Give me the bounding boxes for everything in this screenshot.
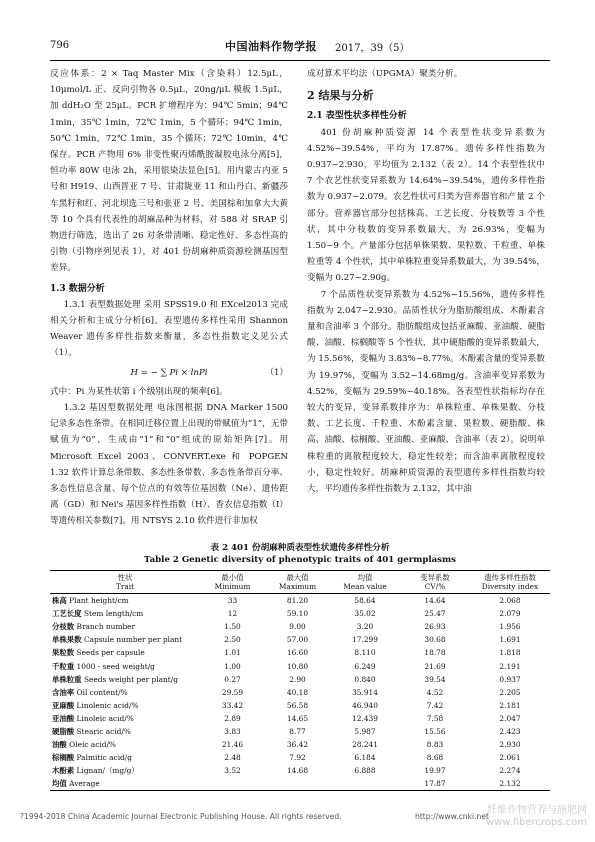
- trait-cell: [50, 699, 200, 712]
- watermark-line-1: 纤维作物营养与施肥网: [487, 805, 587, 816]
- value-cell-max: 10.80: [286, 661, 309, 671]
- header-cv-en: CV/%: [400, 582, 470, 594]
- value-cell-mean: 5.987: [354, 726, 376, 736]
- trait-cell: [50, 751, 200, 764]
- upgma-paragraph: 成对算术平均法（UPGMA）聚类分析。: [307, 69, 463, 79]
- table-row: [50, 777, 550, 791]
- trait-cell: [50, 594, 200, 608]
- watermark-line-2: www.fibercrops.com: [485, 817, 587, 828]
- value-cell-div: 2.930: [499, 740, 521, 750]
- table-row: [50, 594, 550, 608]
- trait-name-cn: 木酚素: [52, 766, 75, 776]
- value-cell-mean: 6.184: [354, 753, 376, 763]
- header-trait-en: Trait: [50, 582, 200, 594]
- value-cell-mean: 17.299: [352, 635, 378, 645]
- header-mean-en: Mean value: [330, 582, 400, 594]
- table-caption: [50, 542, 550, 566]
- table-row: [50, 751, 550, 764]
- value-cell-max: [265, 777, 330, 791]
- value-cell-div: 2.181: [499, 700, 521, 710]
- value-cell-mean: 35.914: [352, 687, 378, 697]
- value-cell-mean: 6.249: [354, 661, 376, 671]
- trait-cell: [50, 725, 200, 738]
- value-cell-div: 0.937: [499, 674, 521, 684]
- value-cell-max: 14.68: [286, 766, 309, 776]
- formula-number: （1）: [265, 367, 288, 378]
- trait-name-cn: 油酸: [52, 740, 67, 750]
- trait-name-cn: 亚麻酸: [52, 700, 75, 710]
- trait-name-cn: 株高: [52, 596, 67, 606]
- header-max-cn: 最大值: [265, 571, 330, 583]
- value-cell-max: 40.18: [286, 687, 309, 697]
- table-row: [50, 633, 550, 646]
- header-mean-cn: 均值: [330, 571, 400, 583]
- trait-name-cn: 含油率: [52, 687, 75, 697]
- site-watermark: [486, 805, 587, 829]
- value-cell-max: 56.58: [286, 700, 309, 710]
- header-trait-cn: 性状: [50, 571, 200, 583]
- table-row: [50, 764, 550, 777]
- value-cell-div: 2.423: [499, 726, 521, 736]
- trait-cell: [50, 633, 200, 646]
- trait-name-en: Oil content/%: [76, 687, 128, 697]
- table-row: [50, 646, 550, 659]
- value-cell-cv: 8.68: [426, 753, 444, 763]
- page-number: 796: [50, 40, 70, 51]
- value-cell-mean: 6.888: [354, 766, 376, 776]
- value-cell-cv: 17.87: [400, 777, 470, 791]
- genetic-diversity-table: [50, 570, 550, 791]
- value-cell-min: 1.00: [224, 661, 241, 671]
- value-cell-cv: 14.64: [424, 596, 446, 606]
- value-cell-min: 0.27: [224, 674, 241, 684]
- trait-name-en: Average: [69, 779, 100, 789]
- value-cell-cv: 39.54: [424, 674, 446, 684]
- shannon-formula: [50, 365, 288, 381]
- value-cell-max: 8.77: [289, 726, 306, 736]
- value-cell-max: 81.20: [286, 596, 309, 606]
- value-cell-mean: 46.940: [352, 700, 378, 710]
- trait-name-cn: 硬脂酸: [52, 726, 75, 736]
- table-row: [50, 620, 550, 633]
- table-row: [50, 673, 550, 686]
- agronomic-traits-paragraph: 401 份胡麻种质资源 14 个表型性状变异系数为 4.52%~39.54%，平均为 17.87%。遗传多样性指数为 0.937~2.930，平均值为 2.132（表 2）。14 个表型性状中 7 个农艺性状变异系数为 14.64%~39.54%，遗传多样性指数为 0.937~2.079。农艺性状可归类为营养器官和产量 2 个部分。营养器官部分包括株高、工艺长度、分枝数等 3 个性状，其中分枝数的变异系数最大，为 26.93%，变幅为 1.50~9 个。产量部分包括单株果数、果粒数、千粒重、单株粒重等 4 个性状，其中单株粒重变异系数最大，为 39.54%，变幅为 0.27~2.90g。: [307, 127, 545, 284]
- value-cell-max: 57.00: [286, 635, 309, 645]
- trait-name-en: Linoleic acid/%: [76, 713, 134, 723]
- value-cell-cv: 7.58: [426, 713, 444, 723]
- value-cell-cv: 19.97: [424, 766, 446, 776]
- value-cell-min: 1.01: [224, 648, 241, 658]
- trait-name-cn: 工艺长度: [52, 609, 82, 619]
- header-div-cn: 遗传多样性指数: [470, 571, 550, 583]
- value-cell-div: 1.691: [499, 635, 521, 645]
- value-cell-div: 2.068: [499, 596, 521, 606]
- value-cell-max: 7.92: [289, 753, 306, 763]
- value-cell-div: 2.274: [499, 766, 521, 776]
- value-cell-div: 1.818: [499, 648, 521, 658]
- value-cell-div: 2.132: [470, 777, 550, 791]
- trait-name-en: Capsule number per plant: [83, 635, 183, 645]
- value-cell-cv: 18.78: [424, 648, 446, 658]
- quality-traits-paragraph: 7 个品质性状变异系数为 4.52%~15.56%，遗传多样性指数为 2.047~2.930。品质性状分为脂肪酸组成、木酚素含量和含油率 3 个部分。脂肪酸组成包括亚麻酸、亚油酸、硬脂酸、油酸、棕榈酸等 5 个性状，其中硬脂酸的变异系数最大，为 15.56%，变幅为 3.83%~8.77%。木酚素含量的变异系数为 19.97%，变幅为 3.52~14.68mg/g。含油率变异系数为 4.52%，变幅为 29.59%~40.18%。各表型性状指标均存在较大的变异，变异系数排序为：单株粒重、单株果数、分枝数、工艺长度、千粒重、木酚素含量、果粒数、硬脂酸、株高、油酸、棕榈酸、亚油酸、亚麻酸、含油率（表 2）。说明单株粒重的离散程度较大，稳定性较差；而含油率离散程度较小，稳定性较好。胡麻种质资源的表型遗传多样性指数均较大，平均遗传多样性指数为 2.132，其中油: [307, 289, 545, 495]
- value-cell-cv: 26.93: [424, 622, 446, 632]
- trait-name-en: Plant height/cm: [69, 596, 129, 606]
- value-cell-cv: 15.56: [424, 726, 446, 736]
- trait-cell: [50, 686, 200, 699]
- header-min-en: Minimum: [200, 582, 265, 594]
- trait-name-cn: 果粒数: [52, 648, 75, 658]
- value-cell-min: 33.42: [221, 700, 244, 710]
- trait-cell: [50, 764, 200, 777]
- value-cell-cv: 4.52: [426, 687, 444, 697]
- value-cell-min: 2.48: [224, 753, 241, 763]
- copyright-notice: ?1994-2018 China Academic Journal Electronic Publishing House. All rights reserved.: [20, 812, 342, 821]
- journal-title: 中国油料作物学报: [225, 40, 317, 53]
- value-cell-div: 2.191: [499, 661, 521, 671]
- value-cell-min: 2.89: [224, 713, 241, 723]
- value-cell-max: 36.42: [286, 740, 309, 750]
- header-div-en: Diversity index: [470, 582, 550, 594]
- publisher-url: http://www.cnki.net: [415, 812, 489, 821]
- trait-name-cn: 千粒重: [52, 661, 75, 671]
- page-header: [50, 38, 550, 54]
- section-heading-1-3: 1.3 数据分析: [50, 283, 105, 294]
- trait-cell: [50, 738, 200, 751]
- table-caption-en: Table 2 Genetic diversity of phenotypic traits of 401 germplasms: [144, 555, 456, 565]
- value-cell-max: 16.60: [286, 648, 309, 658]
- table-row: [50, 738, 550, 751]
- trait-cell: [50, 620, 200, 633]
- value-cell-min: 33: [227, 596, 238, 606]
- header-max-en: Maximum: [265, 582, 330, 594]
- value-cell-mean: 0.840: [354, 674, 376, 684]
- value-cell-min: 2.50: [224, 635, 241, 645]
- trait-name-cn: 单株粒重: [52, 674, 82, 684]
- value-cell-mean: 12.439: [352, 713, 378, 723]
- value-cell-min: 3.52: [224, 766, 241, 776]
- trait-cell: [50, 646, 200, 659]
- value-cell-max: 9.00: [289, 622, 306, 632]
- value-cell-div: 2.061: [499, 753, 521, 763]
- genotype-method-paragraph: 1.3.2 基因型数据处理 电泳图根据 DNA Marker 1500 记录多态性条带。在相同迁移位置上出现的带赋值为“1”，无带赋值为“0”，生成由“1”和“0”组成的原始矩阵[7]。用 Microsoft Excel 2003、CONVERT.exe 和 POPGEN 1.32 软件计算总条带数、多态性条带数、多态性条带百分率、多态性信息含量、每个位点的有效等位基因数（Ne）、遗传距离（GD）和 Nei's 基因多样性指数（H）、香农信息指数（I）等遗传相关参数[7]。用 NTSYS 2.10 软件进行非加权: [50, 403, 288, 527]
- value-cell-min: 3.83: [224, 726, 241, 736]
- trait-name-cn: 棕榈酸: [52, 753, 75, 763]
- formula-text: H = − ∑ Pi × lnPi: [130, 367, 208, 378]
- value-cell-mean: 3.20: [356, 622, 374, 632]
- value-cell-div: 2.079: [499, 609, 521, 619]
- table-row: [50, 725, 550, 738]
- trait-cell: [50, 777, 200, 791]
- value-cell-min: 21.46: [221, 740, 244, 750]
- value-cell-min: 1.50: [224, 622, 241, 632]
- value-cell-div: 2.205: [499, 687, 521, 697]
- phenotype-method-paragraph: 1.3.1 表型数据处理 采用 SPSS19.0 和 EXcel2013 完成相关分析和主成分分析[6]。表型遗传多样性采用 Shannon Weaver 遗传多样性指数来衡量，多态性指数定义见公式（1）。: [50, 299, 288, 359]
- trait-name-cn: 均值: [52, 779, 67, 789]
- trait-name-cn: 亚油酸: [52, 713, 75, 723]
- formula-explanation: 式中：Pi 为某性状第 i 个级别出现的频率[6]。: [50, 386, 228, 397]
- value-cell-cv: 30.68: [424, 635, 446, 645]
- value-cell-mean: 35.02: [354, 609, 376, 619]
- value-cell-min: 29.59: [221, 687, 244, 697]
- header-cv-cn: 变异系数: [400, 571, 470, 583]
- trait-name-en: Stearic acid/%: [76, 726, 131, 736]
- table-header-row-en: [50, 582, 550, 594]
- value-cell-cv: 7.42: [426, 700, 444, 710]
- value-cell-mean: 8.110: [354, 648, 376, 658]
- table-row: [50, 686, 550, 699]
- trait-cell: [50, 712, 200, 725]
- value-cell-cv: 21.69: [424, 661, 446, 671]
- journal-issue: 2017，39（5）: [335, 43, 410, 54]
- trait-name-en: Linolenic acid/%: [76, 700, 139, 710]
- trait-name-en: Seeds weight per plant/g: [83, 674, 178, 684]
- trait-name-en: Palmitic acid/g: [76, 753, 133, 763]
- trait-name-en: Oleic acid/%: [69, 740, 116, 750]
- value-cell-max: 14.65: [286, 713, 309, 723]
- trait-cell: [50, 607, 200, 620]
- value-cell-div: 2.047: [499, 713, 521, 723]
- value-cell-div: 1.956: [499, 622, 521, 632]
- value-cell-mean: 58.64: [354, 596, 376, 606]
- value-cell-mean: 28.241: [352, 740, 378, 750]
- trait-name-en: 1000 - seed weight/g: [76, 661, 155, 671]
- value-cell-mean: [330, 777, 400, 791]
- value-cell-min: 12: [227, 609, 238, 619]
- trait-name-en: Branch number: [76, 622, 136, 632]
- trait-cell: [50, 673, 200, 686]
- value-cell-cv: 25.47: [424, 609, 446, 619]
- header-min-cn: 最小值: [200, 571, 265, 583]
- trait-name-cn: 单株果数: [52, 635, 82, 645]
- left-column: [50, 66, 288, 530]
- section-heading-2: 2 结果与分析: [307, 89, 374, 103]
- trait-name-en: Seeds per capsule: [76, 648, 145, 658]
- section-heading-2-1: 2.1 表型性状多样性分析: [307, 111, 407, 122]
- reaction-system-paragraph: 反应体系：2 × Taq Master Mix（含染料）12.5μL，10μmol/L 正、反向引物各 0.5μL，20ng/μL 模板 1.5μL，加 ddH₂O 至 25μL。PCR 扩增程序为：94℃ 5min；94℃ 1min，35℃ 1min，72℃ 1min，5 个循环；94℃ 1min，50℃ 1min，72℃ 1min，35 个循环；72℃ 10min，4℃ 保存。PCR 产物用 6% 非变性聚丙烯酰胺凝胶电泳分离[5]，恒功率 80W 电泳 2h，采用银染法显色[5]。用内蒙古内亚 5 号和 H919、山西晋亚 7 号、甘肃陇亚 11 和山丹白、新疆莎车黑籽和红、河北坝选三号和张亚 2 号、美国棕和加拿大大黄等 10 个具有代表性的胡麻品种为材料，对 588 对 SRAP 引物进行筛选，选出了 26 对条带清晰、稳定性好、多态性高的引物（引物序列见表 1），对 401 份胡麻种质资源检测基因型差异。: [50, 69, 288, 274]
- header-rule: [50, 60, 550, 61]
- table-row: [50, 659, 550, 672]
- table-caption-cn: 表 2 401 份胡麻种质表型性状遗传多样性分析: [210, 543, 390, 553]
- table-body: [50, 594, 550, 791]
- trait-name-en: Lignan/（mg/g）: [76, 766, 139, 776]
- table-row: [50, 607, 550, 620]
- table-header-row-cn: [50, 571, 550, 583]
- value-cell-max: 59.10: [286, 609, 309, 619]
- trait-cell: [50, 659, 200, 672]
- table-row: [50, 712, 550, 725]
- value-cell-min: [200, 777, 265, 791]
- value-cell-cv: 8.83: [426, 740, 444, 750]
- table-row: [50, 699, 550, 712]
- trait-name-cn: 分枝数: [52, 622, 75, 632]
- right-column: [307, 66, 545, 497]
- value-cell-max: 2.90: [289, 674, 306, 684]
- trait-name-en: Stem length/cm: [83, 609, 144, 619]
